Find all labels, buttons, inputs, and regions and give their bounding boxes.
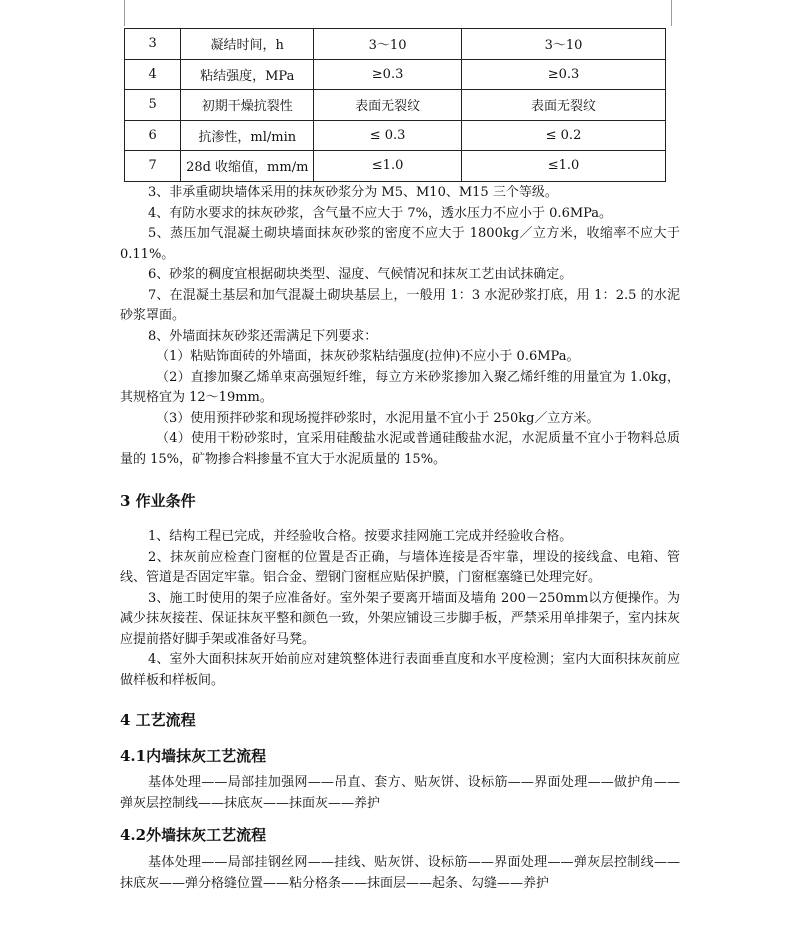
row-number: 3 <box>125 29 181 60</box>
section-4-1 <box>120 745 680 767</box>
row-item: 粘结强度，MPa <box>181 59 314 90</box>
row-value-b: ≤ 0.2 <box>461 120 665 151</box>
requirements-block <box>120 183 680 470</box>
req-5: 5、蒸压加气混凝土砌块墙面抹灰砂浆的密度不应大于 1800kg／立方米，收缩率不应大于 0.11%。 <box>120 226 680 262</box>
req-3: 3、非承重砌块墙体采用的抹灰砂浆分为 M5、M10、M15 三个等级。 <box>148 185 558 200</box>
row-value-b: 3～10 <box>461 29 665 60</box>
cond-3: 3、施工时使用的架子应准备好。室外架子要离开墙面及墙角 200－250mm以方便操作。为减少抹灰接茬、保证抹灰平整和颜色一致，外架应铺设三步脚手板，严禁采用单排架子，室内抹灰应提前搭好脚手架或准备好马凳。 <box>120 590 680 647</box>
crop-mark-right <box>671 0 672 26</box>
section-4-heading: 4 工艺流程 <box>120 711 196 729</box>
cond-1: 1、结构工程已完成，并经验收合格。按要求挂网施工完成并经验收合格。 <box>148 529 573 544</box>
flow-exterior: 基体处理——局部挂钢丝网——挂线、贴灰饼、设标筋——界面处理——弹灰层控制线——抹底灰——弹分格缝位置——粘分格条——抹面层——起条、勾缝——养护 <box>120 855 680 891</box>
section-4-2-body <box>120 853 680 894</box>
section-4-1-body <box>120 773 680 814</box>
req-4: 4、有防水要求的抹灰砂浆，含气量不应大于 7%，透水压力不应小于 0.6MPa。 <box>148 205 613 221</box>
sub-req-2: （2）直掺加聚乙烯单束高强短纤维，每立方米砂浆掺加入聚乙烯纤维的用量宜为 1.0kg，其规格宜为 12～19mm。 <box>120 369 680 405</box>
table-row <box>125 29 666 60</box>
table-row <box>125 120 666 151</box>
row-number: 5 <box>125 90 181 121</box>
sub-req-3: （3）使用预拌砂浆和现场搅拌砂浆时，水泥用量不宜小于 250kg／立方米。 <box>156 410 600 426</box>
section-4-2 <box>120 824 680 846</box>
row-value-b: ≤1.0 <box>461 151 665 182</box>
row-item: 抗渗性，ml/min <box>181 120 314 151</box>
table-row <box>125 59 666 90</box>
table-row <box>125 90 666 121</box>
row-number: 7 <box>125 151 181 182</box>
cond-4: 4、室外大面积抹灰开始前应对建筑整体进行表面垂直度和水平度检测；室内大面积抹灰前应做样板和样板间。 <box>120 652 680 688</box>
spec-table <box>124 28 666 182</box>
section-3-heading: 3 作业条件 <box>120 492 196 510</box>
row-item: 初期干燥抗裂性 <box>181 90 314 121</box>
section-3-body <box>120 527 680 691</box>
sub-req-4: （4）使用干粉砂浆时，宜采用硅酸盐水泥或普通硅酸盐水泥，水泥质量不宜小于物料总质量的 15%，矿物掺合料掺量不宜大于水泥质量的 15%。 <box>120 431 680 467</box>
req-6: 6、砂浆的稠度宜根据砌块类型、湿度、气候情况和抹灰工艺由试抹确定。 <box>148 267 573 282</box>
req-7: 7、在混凝土基层和加气混凝土砌块基层上，一般用 1：3 水泥砂浆打底，用 1：2.5 的水泥砂浆罩面。 <box>120 287 680 323</box>
row-value-a: ≤1.0 <box>314 151 462 182</box>
row-value-b: 表面无裂纹 <box>461 90 665 121</box>
row-value-b: ≥0.3 <box>461 59 665 90</box>
row-value-a: ≤ 0.3 <box>314 120 462 151</box>
row-value-a: 表面无裂纹 <box>314 90 462 121</box>
row-value-a: ≥0.3 <box>314 59 462 90</box>
row-item: 凝结时间，h <box>181 29 314 60</box>
row-number: 4 <box>125 59 181 90</box>
row-item: 28d 收缩值，mm/m <box>181 151 314 182</box>
section-3 <box>120 490 680 512</box>
row-value-a: 3～10 <box>314 29 462 60</box>
req-8: 8、外墙面抹灰砂浆还需满足下列要求： <box>148 328 378 344</box>
crop-mark-left <box>124 0 125 26</box>
section-4-1-heading: 4.1内墙抹灰工艺流程 <box>120 747 267 765</box>
section-4-2-heading: 4.2外墙抹灰工艺流程 <box>120 826 267 844</box>
table-row <box>125 151 666 182</box>
section-4 <box>120 709 680 731</box>
row-number: 6 <box>125 120 181 151</box>
sub-req-1: （1）粘贴饰面砖的外墙面，抹灰砂浆粘结强度(拉伸)不应小于 0.6MPa。 <box>156 349 580 364</box>
flow-interior: 基体处理——局部挂加强网——吊直、套方、贴灰饼、设标筋——界面处理——做护角——弹灰层控制线——抹底灰——抹面灰——养护 <box>120 775 680 811</box>
cond-2: 2、抹灰前应检查门窗框的位置是否正确，与墙体连接是否牢靠，埋设的接线盒、电箱、管线、管道是否固定牢靠。铝合金、塑钢门窗框应贴保护膜，门窗框塞缝已处理完好。 <box>120 549 680 585</box>
